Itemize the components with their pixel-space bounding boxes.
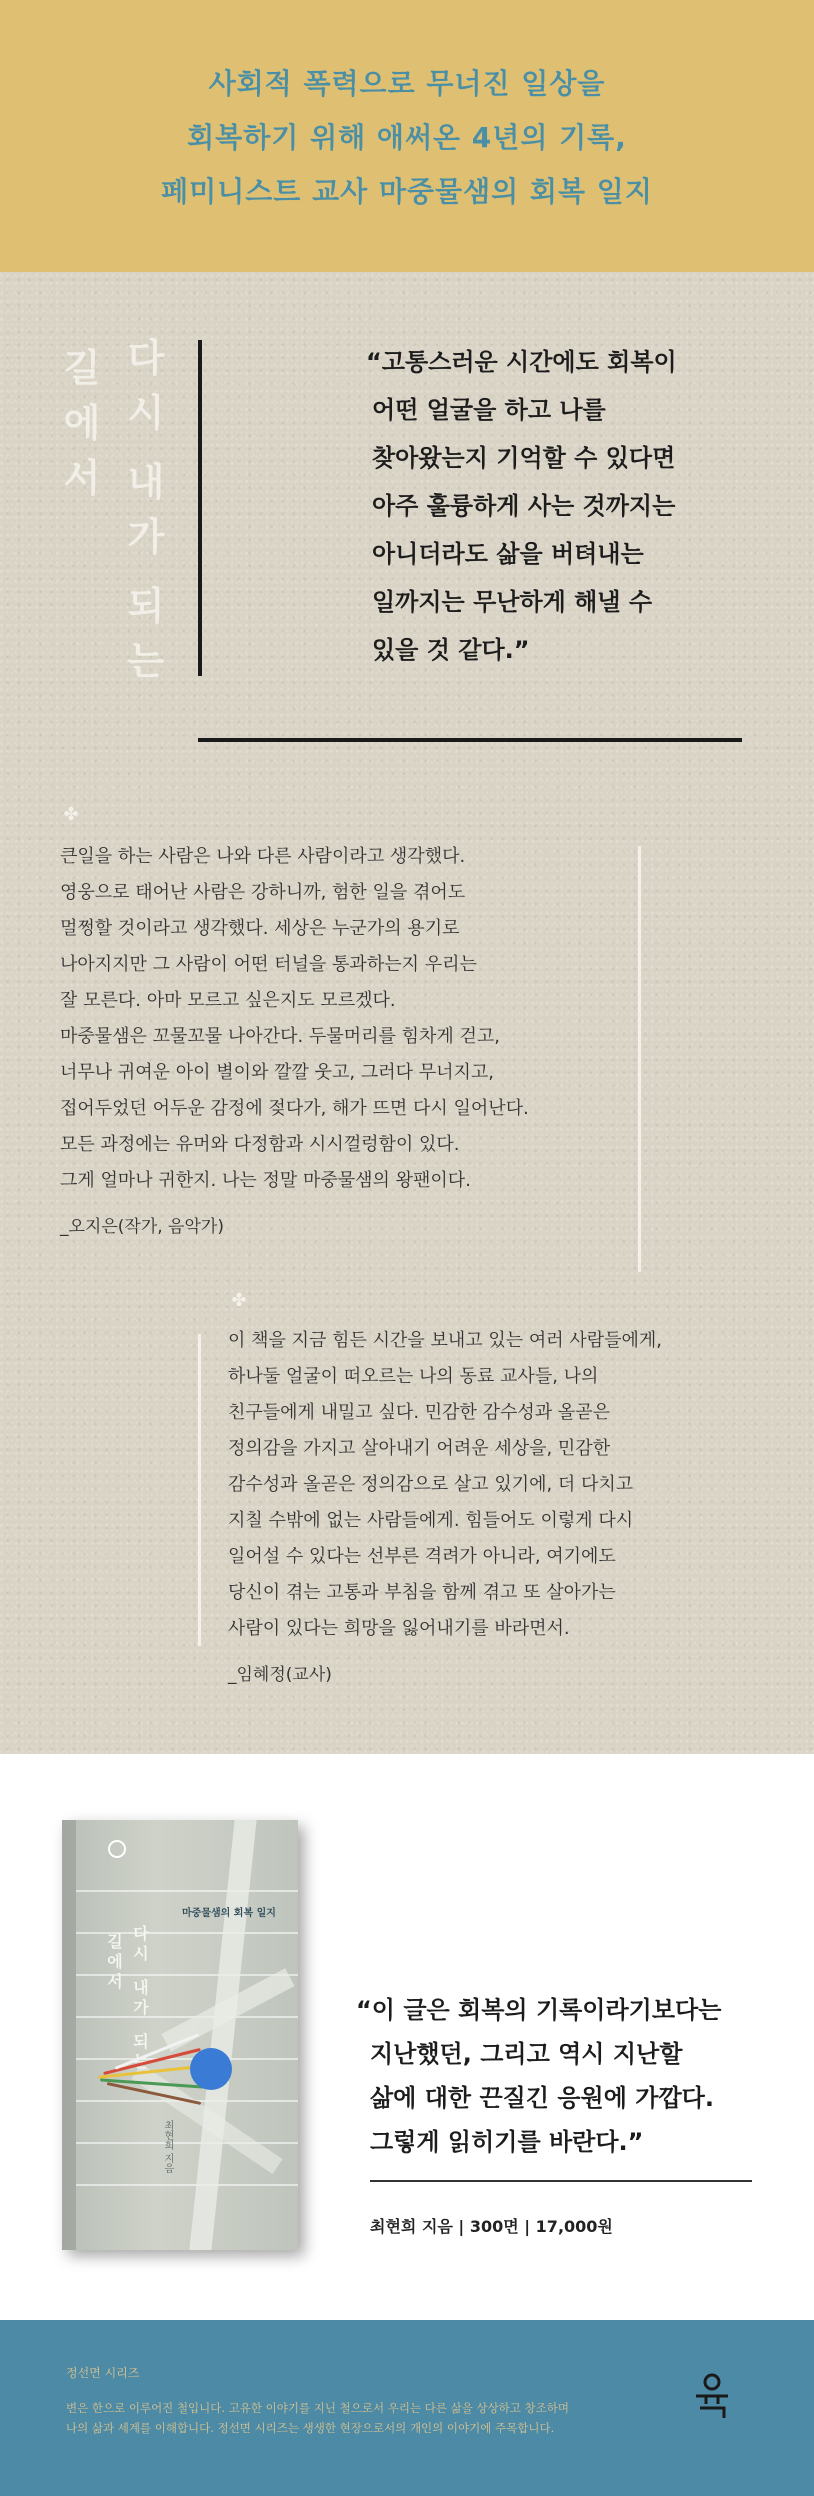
blurb1-line-5: 잘 모른다. 아마 모르고 싶은지도 모르겠다. bbox=[60, 990, 396, 1011]
publisher-logo-icon bbox=[690, 2372, 734, 2420]
quote-line-5: 아니더라도 삶을 버텨내는 bbox=[372, 540, 644, 568]
vertical-glyph: 시 bbox=[127, 390, 165, 435]
blurb1-line-8: 접어두었던 어두운 감정에 젖다가, 해가 뜨면 다시 일어난다. bbox=[60, 1098, 529, 1119]
blurb1-line-9: 모든 과정에는 유머와 다정함과 시시껄렁함이 있다. bbox=[60, 1134, 460, 1155]
vertical-glyph: 길 bbox=[63, 345, 101, 390]
quote-line-2: 어떤 얼굴을 하고 나를 bbox=[372, 396, 606, 424]
quote-line-4: 아주 훌륭하게 사는 것까지는 bbox=[372, 492, 676, 520]
quote-line-6: 일까지는 무난하게 해낼 수 bbox=[372, 588, 653, 616]
blurb1-line-7: 너무나 귀여운 아이 별이와 깔깔 웃고, 그러다 무너지고, bbox=[60, 1062, 495, 1083]
blurb2-line-4: 정의감을 가지고 살아내기 어려운 세상을, 민감한 bbox=[228, 1438, 611, 1459]
blurb2-line-1: 이 책을 지금 힘든 시간을 보내고 있는 여러 사람들에게, bbox=[228, 1330, 663, 1351]
vertical-glyph: 되 bbox=[127, 583, 165, 628]
vertical-glyph: 서 bbox=[63, 455, 101, 500]
vertical-glyph bbox=[132, 2018, 150, 2032]
blurb1-line-2: 영웅으로 태어난 사람은 강하니까, 험한 일을 겪어도 bbox=[60, 882, 466, 903]
vertical-title-col-2 bbox=[124, 330, 168, 688]
blurb1-side-rule bbox=[638, 846, 641, 1272]
cover-vertical-title-2 bbox=[132, 1924, 150, 2072]
quote-line-1: “고통스러운 시간에도 회복이 bbox=[366, 348, 677, 376]
blurb2-side-rule bbox=[198, 1334, 201, 1646]
vertical-glyph: 서 bbox=[107, 1972, 123, 1991]
blurb2-author: _임혜정(교사) bbox=[228, 1665, 332, 1685]
cover-stripe bbox=[76, 1890, 298, 1892]
series-desc-line-2: 나의 삶과 세계를 이해합니다. 정선면 시리즈는 생생한 현장으로서의 개인의 이야기에 주목합니다. bbox=[66, 2421, 555, 2435]
vertical-glyph bbox=[124, 564, 168, 578]
tagline-line-1: 사회적 폭력으로 무너진 일상을 bbox=[208, 67, 606, 100]
cover-stripe bbox=[76, 2016, 298, 2018]
vertical-glyph: 가 bbox=[127, 514, 165, 559]
vertical-glyph: 길 bbox=[107, 1932, 123, 1951]
vertical-glyph: 내 bbox=[133, 1978, 149, 1997]
tagline-line-3: 페미니스트 교사 마중물샘의 회복 일지 bbox=[161, 175, 653, 208]
book-meta: 최현희 지음 | 300면 | 17,000원 bbox=[370, 2217, 613, 2236]
blurb1-line-6: 마중물샘은 꼬물꼬물 나아간다. 두물머리를 힘차게 걷고, bbox=[60, 1026, 500, 1047]
blurb2-line-3: 친구들에게 내밀고 싶다. 민감한 감수성과 올곧은 bbox=[228, 1402, 611, 1423]
book-cover-image bbox=[62, 1820, 298, 2250]
cover-author: 최현희 지음 bbox=[162, 2120, 173, 2174]
blurb1-line-1: 큰일을 하는 사람은 나와 다른 사람이라고 생각했다. bbox=[60, 846, 466, 867]
fleuron-icon: ✤ bbox=[231, 1290, 247, 1311]
blurb2-line-2: 하나둘 얼굴이 떠오르는 나의 동료 교사들, 나의 bbox=[228, 1366, 599, 1387]
book-spine bbox=[62, 1820, 76, 2250]
vertical-glyph: 에 bbox=[107, 1952, 123, 1971]
series-label: 정선면 시리즈 bbox=[66, 2366, 140, 2380]
vertical-glyph: 다 bbox=[133, 1924, 149, 1943]
quote-underline bbox=[198, 738, 742, 742]
cover-vertical-title-1 bbox=[106, 1932, 124, 1992]
cover-logo-icon bbox=[108, 1840, 126, 1858]
vertical-glyph: 시 bbox=[133, 1944, 149, 1963]
cable-end-icon bbox=[190, 2048, 232, 2090]
book-quote-line-3: 삶에 대한 끈질긴 응원에 가깝다. bbox=[370, 2084, 714, 2112]
blurb1-line-10: 그게 얼마나 귀한지. 나는 정말 마중물샘의 왕팬이다. bbox=[60, 1170, 471, 1191]
vertical-glyph: 에 bbox=[63, 400, 101, 445]
cover-stripe bbox=[76, 2142, 298, 2144]
blurb2-line-8: 당신이 겪는 고통과 부침을 함께 겪고 또 살아가는 bbox=[228, 1582, 616, 1603]
quote-line-7: 있을 것 같다.” bbox=[372, 636, 530, 664]
title-divider bbox=[198, 340, 202, 676]
cover-stripe bbox=[76, 2058, 298, 2060]
blurb1-line-3: 멀쩡할 것이라고 생각했다. 세상은 누군가의 용기로 bbox=[60, 918, 460, 939]
vertical-glyph: 는 bbox=[127, 638, 165, 683]
series-desc-line-1: 변은 한으로 이루어진 철입니다. 고유한 이야기를 지닌 철으로서 우리는 다른 삶을 상상하고 창조하며 bbox=[66, 2401, 569, 2415]
vertical-glyph: 되 bbox=[133, 2032, 149, 2051]
book-quote-line-1: “이 글은 회복의 기록이라기보다는 bbox=[356, 1996, 722, 2024]
book-quote-line-2: 지난했던, 그리고 역시 지난할 bbox=[370, 2040, 683, 2068]
top-banner bbox=[0, 0, 814, 272]
blurb2-line-5: 감수성과 올곧은 정의감으로 살고 있기에, 더 다치고 bbox=[228, 1474, 634, 1495]
blurb1-author: _오지은(작가, 음악가) bbox=[60, 1217, 224, 1237]
blurb1-line-4: 나아지지만 그 사람이 어떤 터널을 통과하는지 우리는 bbox=[60, 954, 477, 975]
cover-title: 마중물샘의 회복 일지 bbox=[182, 1908, 276, 1919]
vertical-glyph: 다 bbox=[127, 335, 165, 380]
vertical-glyph: 가 bbox=[133, 1998, 149, 2017]
vertical-glyph: 내 bbox=[127, 459, 165, 504]
book-quote-line-4: 그렇게 읽히기를 바란다.” bbox=[370, 2128, 644, 2156]
blurb2-line-7: 일어설 수 있다는 선부른 격려가 아니라, 여기에도 bbox=[228, 1546, 616, 1567]
vertical-glyph bbox=[124, 440, 168, 454]
blurb2-line-9: 사람이 있다는 희망을 잃어내기를 바라면서. bbox=[228, 1618, 570, 1639]
tagline-line-2: 회복하기 위해 애써온 4년의 기록, bbox=[187, 121, 627, 154]
vertical-title-col-1 bbox=[60, 340, 104, 505]
book-quote-rule bbox=[370, 2180, 752, 2182]
cover-stripe bbox=[76, 2184, 298, 2186]
vertical-glyph bbox=[132, 1964, 150, 1978]
fleuron-icon: ✤ bbox=[63, 804, 79, 825]
quote-line-3: 찾아왔는지 기억할 수 있다면 bbox=[372, 444, 676, 472]
blurb2-line-6: 지칠 수밖에 없는 사람들에게. 힘들어도 이렇게 다시 bbox=[228, 1510, 634, 1531]
